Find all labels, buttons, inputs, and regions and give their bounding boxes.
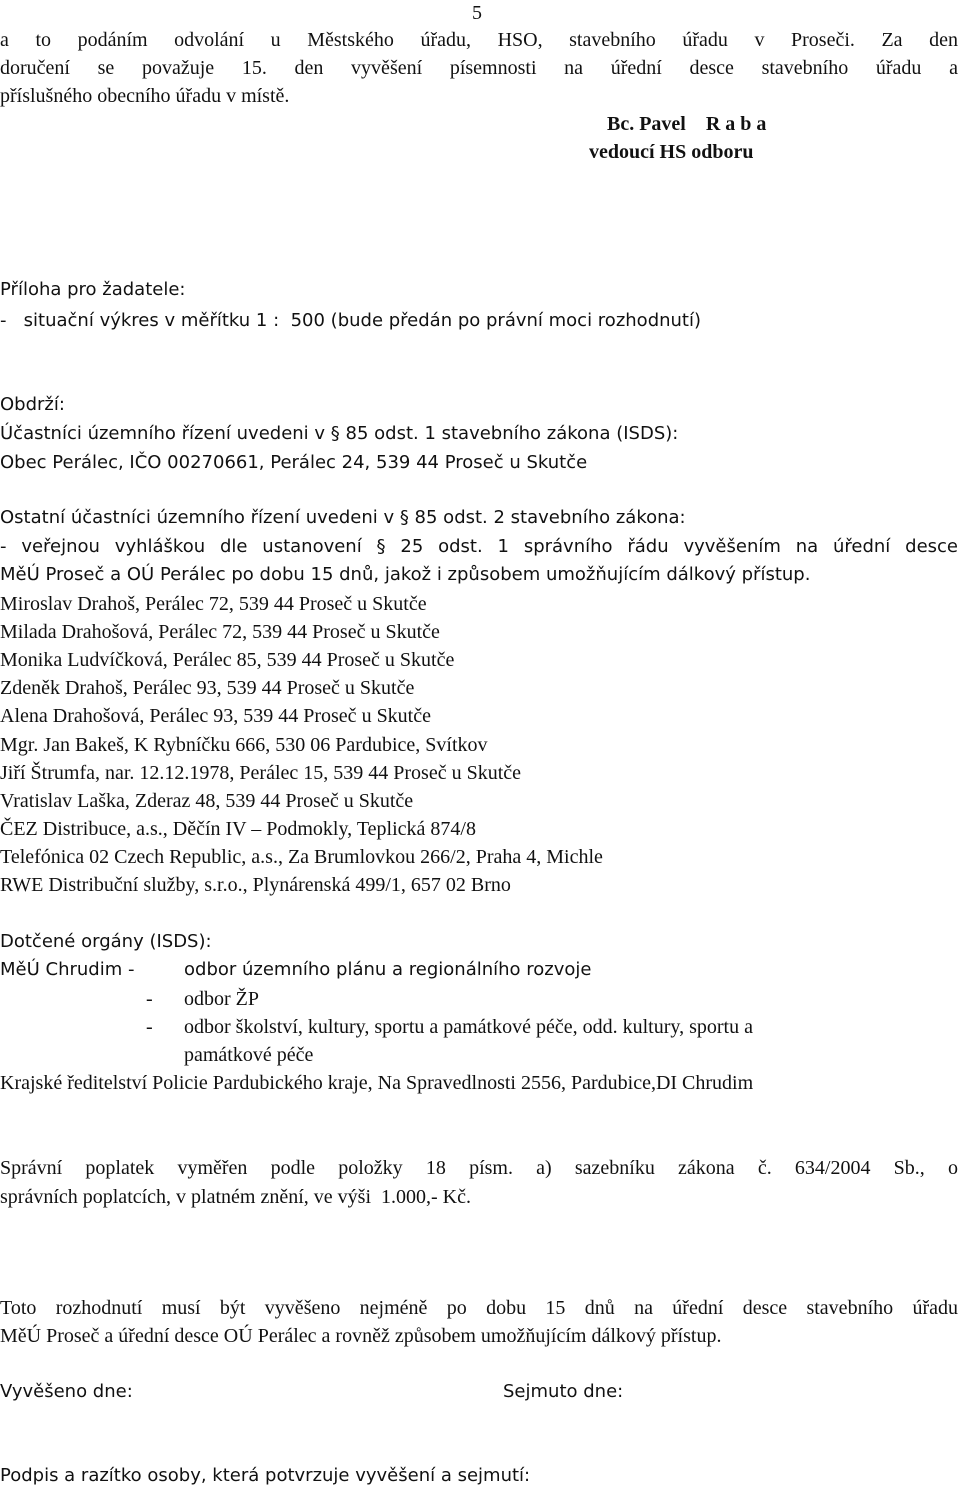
list-item: ČEZ Distribuce, a.s., Děčín IV – Podmokly, Teplická 874/8: [0, 818, 476, 840]
authority-police: Krajské ředitelství Policie Pardubického kraje, Na Spravedlnosti 2556, Pardubice,DI Chrudim: [0, 1072, 754, 1094]
list-item: RWE Distribuční služby, s.r.o., Plynárenská 499/1, 657 02 Brno: [0, 874, 511, 896]
list-item: Jiří Štrumfa, nar. 12.12.1978, Perálec 15, 539 44 Proseč u Skutče: [0, 762, 522, 784]
signatory-title: vedoucí HS odboru: [589, 141, 754, 163]
list-item: Monika Ludvíčková, Perálec 85, 539 44 Proseč u Skutče: [0, 649, 455, 671]
intro-line: příslušného obecního úřadu v místě.: [0, 85, 290, 107]
authority-dept: odbor školství, kultury, sportu a památkové péče, odd. kultury, sportu a: [184, 1016, 753, 1038]
list-dash: -: [146, 988, 153, 1010]
public-notice-line: MěÚ Proseč a OÚ Perálec po dobu 15 dnů, jakož i způsobem umožňujícím dálkový přístup.: [0, 564, 811, 585]
authority-dept: odbor ŽP: [184, 988, 259, 1010]
public-notice-line: - veřejnou vyhláškou dle ustanovení § 25 odst. 1 správního řádu vyvěšením na úřední desce: [0, 536, 958, 557]
list-dash: -: [146, 1016, 153, 1038]
posting-line: Toto rozhodnutí musí být vyvěšeno nejméně po dobu 15 dnů na úřední desce stavebního úřadu: [0, 1297, 958, 1319]
participants-85-1: Účastníci územního řízení uvedeni v § 85 odst. 1 stavebního zákona (ISDS):: [0, 423, 679, 444]
authorities-heading: Dotčené orgány (ISDS):: [0, 931, 212, 952]
posted-date-label: Vyvěšeno dne:: [0, 1381, 133, 1402]
recipients-heading: Obdrží:: [0, 394, 65, 415]
posting-line: MěÚ Proseč a úřední desce OÚ Perálec a rovněž způsobem umožňujícím dálkový přístup.: [0, 1325, 722, 1347]
authority-dept-continued: památkové péče: [184, 1044, 314, 1066]
list-item: Telefónica 02 Czech Republic, a.s., Za Brumlovkou 266/2, Praha 4, Michle: [0, 846, 603, 868]
authority-dept: odbor územního plánu a regionálního rozvoje: [184, 959, 592, 980]
list-item: Miroslav Drahoš, Perálec 72, 539 44 Proseč u Skutče: [0, 593, 427, 615]
list-item: Alena Drahošová, Perálec 93, 539 44 Proseč u Skutče: [0, 705, 431, 727]
authority-meu-label: MěÚ Chrudim -: [0, 959, 135, 980]
attachment-heading: Příloha pro žadatele:: [0, 279, 186, 300]
signatory-name: Bc. Pavel R a b a: [607, 113, 767, 135]
list-item: Vratislav Laška, Zderaz 48, 539 44 Proseč u Skutče: [0, 790, 414, 812]
list-item: Milada Drahošová, Perálec 72, 539 44 Proseč u Skutče: [0, 621, 440, 643]
fee-line: správních poplatcích, v platném znění, ve výši 1.000,- Kč.: [0, 1186, 471, 1208]
intro-line: a to podáním odvolání u Městského úřadu, HSO, stavebního úřadu v Proseči. Za den: [0, 29, 958, 51]
recipient-obec: Obec Perálec, IČO 00270661, Perálec 24, 539 44 Proseč u Skutče: [0, 452, 588, 473]
removed-date-label: Sejmuto dne:: [503, 1381, 624, 1402]
participants-85-2: Ostatní účastníci územního řízení uvedeni v § 85 odst. 2 stavebního zákona:: [0, 507, 686, 528]
fee-line: Správní poplatek vyměřen podle položky 18 písm. a) sazebníku zákona č. 634/2004 Sb., o: [0, 1157, 958, 1179]
page-number: 5: [472, 2, 482, 24]
attachment-item: - situační výkres v měřítku 1 : 500 (bude předán po právní moci rozhodnutí): [0, 310, 702, 331]
list-item: Zdeněk Drahoš, Perálec 93, 539 44 Proseč u Skutče: [0, 677, 415, 699]
list-item: Mgr. Jan Bakeš, K Rybníčku 666, 530 06 Pardubice, Svítkov: [0, 734, 488, 756]
intro-line: doručení se považuje 15. den vyvěšení písemnosti na úřední desce stavebního úřadu a: [0, 57, 958, 79]
signature-stamp-label: Podpis a razítko osoby, která potvrzuje vyvěšení a sejmutí:: [0, 1465, 531, 1486]
